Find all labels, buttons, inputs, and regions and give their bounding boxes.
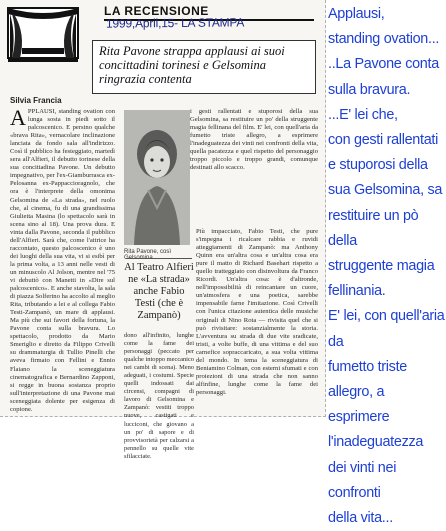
article-column-right-lower: Più impacciato, Fabio Testi, che pure s'impegna i ricalcare rabbia e ruvidi atteggiamenti di Zampanò: ma Anthony Quinn era un'altra cosa e un'altra cosa era pure il matto di Richard Basehart rispetto a quello tratteggiato con disinvoltura da Franco Ricordi. Un'altra cosa: è d'altronde, nell'impossibilità di reincantare un cuore, un'atmosfera e una poetica, sarebbe impensabile farne l'imitazione. Così Crivelli con l'unica citazione autentica delle musiche originali di Nino Rota — rivisita quel che si può rivisitare: sostanzialmente la storia. L'avventura su strada di due vite sradicate, tristi, a volte buffe, di una vittima e del suo carnefice sopraccaricato, a sua volta vittima del mondo. In tema la sceneggiatura di Beniamino Colman, con esterni sfumati e con proiezioni di una strada che non sanno alfinfine, lunghe come la fame dei personaggi. <box>196 228 318 396</box>
drop-cap: A <box>10 105 26 130</box>
headline-box <box>92 40 316 94</box>
theatre-curtain-icon <box>6 4 80 64</box>
pullquote-rule <box>126 258 192 259</box>
section-label: LA RECENSIONE <box>104 4 209 18</box>
article-headline: Rita Pavone strappa applausi ai suoi concittadini torinesi e Gelsomina ringrazia contenta <box>99 44 285 86</box>
left-column-text: PPLAUSI, standing ovation con lunga sosta in piedi sotto il palcoscenico. E persino qualche «brava Rita», vernacolare inclinazione lanciata da fondo sala all'indirizzo. Così il pubblico ha festeggiato, martedì sera all'Alfieri, il debutto torinese della sua concittadina Pavone. Un debutto impegnativo, per l'ex-Giamburrasca ex-Pelosanna ex-Pappaccioragnolo, che ora è l'interprete della omonima Gelsomina de «La strada», nel ruolo che, al cinema, fu di una grandissima Giulietta Masina (lo spettacolo sarà in scena sino al 18). Una prova dura. E vinta dalla Pavone, seconda il pubblico dell'Alfieri. Sarà che, come l'attrice ha raccontato, questo palcoscenico è uno dei luoghi della sua vita, vi si esibì per la prima volta, a 13 anni nelle vesti di un minuscolo Al Jolson, mentre nel '75 vi debuttò con Manetti in «Dire sul palcoscenico». E anche stavolta, la sala di piazza Solferino ha accolto al meglio Rita, tributando a lei e al collega Fabio Testi-Zampanò, un mare di applausi. Ma più che sui favori della fortuna, la Pavone conta sulla bravura. Lo spettacolo, prodotto da Mario Smeriglio e diretto da Filippo Crivelli su drammaturgia di Tullio Pinelli che aveva firmato con Fellini e Ennio Flaiano la sceneggiatura cinematografica e Bernardino Zapponi, si regge in buona sostanza proprio sull'interpretazione di una Pavone mai sceneggiata dolente per esigenza di copione. <box>10 108 115 413</box>
handwritten-dateline: 1999,April,15- LA STAMPA <box>105 15 245 31</box>
photo-caption: Rita Pavone, così Gelsomina <box>124 249 172 261</box>
article-column-left <box>10 105 115 413</box>
article-column-right-top: i gesti rallentati e stuporosi della sua Gelsomina, sa restituire un po' della struggente magia fellinana del film. E' lei, con quell'aria da fumetto triste allegro, a esprimere l'inadeguatezza dei vinti nei confronti della vita, quella pacatezza e quel rispetto del personaggio troppo piccolo e troppo grandi, comunque destinati allo scacco. <box>190 108 318 172</box>
article-column-bottom-mid: dono all'infinito, lunghe come la fame dei personaggi (peccato per qualche intoppo meccanico nei cambi di scena). Meno adeguati, i costumi. Specie quelli indossati dai circensi, compagni di lavoro di Gelsomina e Zampanò: vestiti troppo nuove, castigati e lucciconi, che giovano a un po' di sapore e di provvisorietà per calzarsi a pennello su quelle vite sfilacciate. <box>124 332 194 460</box>
article-byline: Silvia Francia <box>10 96 62 105</box>
woman-portrait-photo <box>124 110 190 245</box>
blue-commentary-overlay <box>326 0 446 527</box>
pullquote: Al Teatro Alfieri ne «La strada» anche Fabio Testi (che è Zampanò) <box>124 262 194 321</box>
article-photo <box>124 110 190 245</box>
overlay-text: Applausi, standing ovation... ..La Pavone conta sulla bravura. ...E' lei che, con gesti rallentati e stuporosi della sua Gelsomina, sa restituire un pò della struggente magia fellinania. E' lei, con quell'aria da fumetto triste allegro, a esprimere l'inadeguatezza dei vinti nei confronti della vita... <box>328 6 445 527</box>
